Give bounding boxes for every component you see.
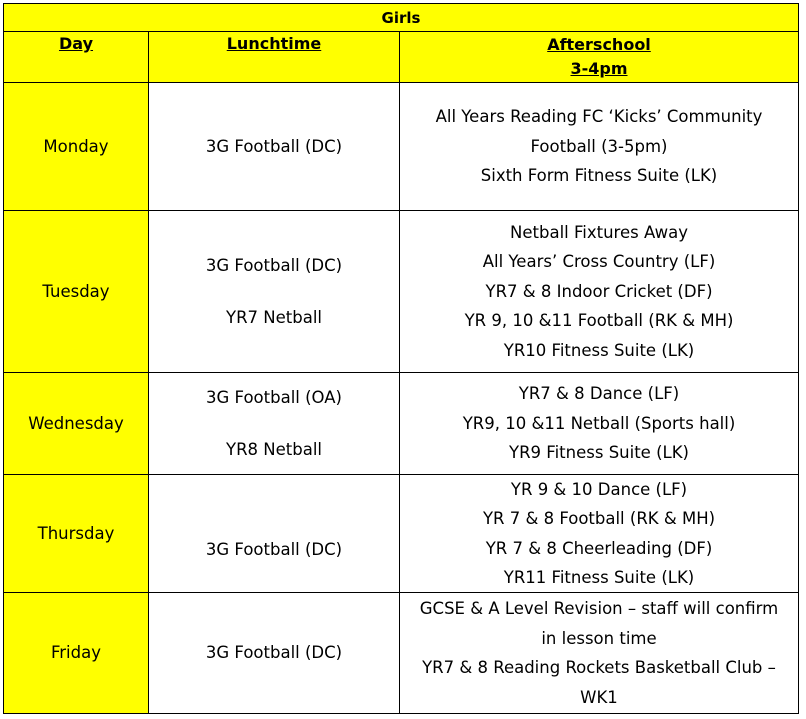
after-activity: Football (3-5pm) bbox=[530, 136, 668, 156]
after-activity: YR7 & 8 Dance (LF) bbox=[518, 384, 680, 404]
after-activity: All Years Reading FC ‘Kicks’ Community bbox=[435, 107, 763, 127]
day-cell bbox=[4, 211, 149, 372]
day-label: Monday bbox=[43, 136, 109, 156]
table-row bbox=[4, 210, 798, 372]
table-title-text: Girls bbox=[381, 8, 421, 27]
afterschool-cell bbox=[400, 475, 798, 592]
afterschool-cell bbox=[400, 83, 798, 210]
after-activity: WK1 bbox=[580, 687, 618, 707]
header-afterschool bbox=[400, 32, 798, 82]
lunch-activity: 3G Football (OA) bbox=[206, 388, 342, 407]
after-activity: All Years’ Cross Country (LF) bbox=[482, 252, 716, 272]
lunch-activity: 3G Football (DC) bbox=[205, 256, 343, 275]
header-day bbox=[4, 32, 149, 82]
header-afterschool-time: 3-4pm bbox=[570, 59, 628, 78]
lunch-activity: YR8 Netball bbox=[225, 439, 322, 459]
day-cell bbox=[4, 475, 149, 592]
lunchtime-cell bbox=[149, 373, 400, 474]
day-label: Wednesday bbox=[28, 413, 124, 433]
day-cell bbox=[4, 593, 149, 713]
after-activity: YR9 Fitness Suite (LK) bbox=[509, 443, 689, 463]
day-label: Thursday bbox=[37, 523, 115, 543]
afterschool-cell bbox=[400, 373, 798, 474]
after-activity: Sixth Form Fitness Suite (LK) bbox=[480, 166, 718, 186]
day-label: Tuesday bbox=[42, 281, 110, 301]
lunchtime-cell bbox=[149, 475, 400, 592]
header-day-text: Day bbox=[58, 34, 93, 53]
lunchtime-cell bbox=[149, 83, 400, 210]
after-activity: YR10 Fitness Suite (LK) bbox=[503, 340, 695, 360]
after-activity: YR7 & 8 Reading Rockets Basketball Club – bbox=[422, 658, 776, 677]
table-row bbox=[4, 474, 798, 592]
after-activity: YR9, 10 &11 Netball (Sports hall) bbox=[462, 413, 736, 433]
after-activity: YR 7 & 8 Cheerleading (DF) bbox=[485, 538, 713, 558]
afterschool-cell bbox=[400, 211, 798, 372]
after-activity: YR 9, 10 &11 Football (RK & MH) bbox=[464, 311, 734, 331]
lunchtime-cell bbox=[149, 593, 400, 713]
table-row bbox=[4, 592, 798, 713]
header-afterschool-text: Afterschool bbox=[547, 35, 651, 54]
lunch-activity: 3G Football (DC) bbox=[205, 643, 343, 663]
after-activity: in lesson time bbox=[541, 628, 657, 648]
day-cell bbox=[4, 373, 149, 474]
header-lunchtime bbox=[149, 32, 400, 82]
lunch-activity: 3G Football (DC) bbox=[205, 539, 343, 559]
day-cell bbox=[4, 83, 149, 210]
after-activity: YR 7 & 8 Football (RK & MH) bbox=[482, 509, 716, 528]
lunch-activity: 3G Football (DC) bbox=[205, 136, 343, 156]
after-activity: Netball Fixtures Away bbox=[510, 222, 688, 242]
day-label: Friday bbox=[50, 643, 101, 663]
after-activity: GCSE & A Level Revision – staff will confirm bbox=[419, 599, 779, 618]
after-activity: YR 9 & 10 Dance (LF) bbox=[510, 479, 688, 499]
table-row bbox=[4, 82, 798, 210]
header-lunchtime-text: Lunchtime bbox=[226, 34, 322, 53]
header-row bbox=[4, 31, 798, 82]
after-activity: YR7 & 8 Indoor Cricket (DF) bbox=[485, 281, 713, 301]
after-activity: YR11 Fitness Suite (LK) bbox=[503, 568, 695, 587]
table-row bbox=[4, 372, 798, 474]
lunch-activity: YR7 Netball bbox=[225, 307, 322, 327]
table-title bbox=[4, 4, 798, 31]
lunchtime-cell bbox=[149, 211, 400, 372]
girls-schedule-table bbox=[3, 3, 799, 714]
afterschool-cell bbox=[400, 593, 798, 713]
